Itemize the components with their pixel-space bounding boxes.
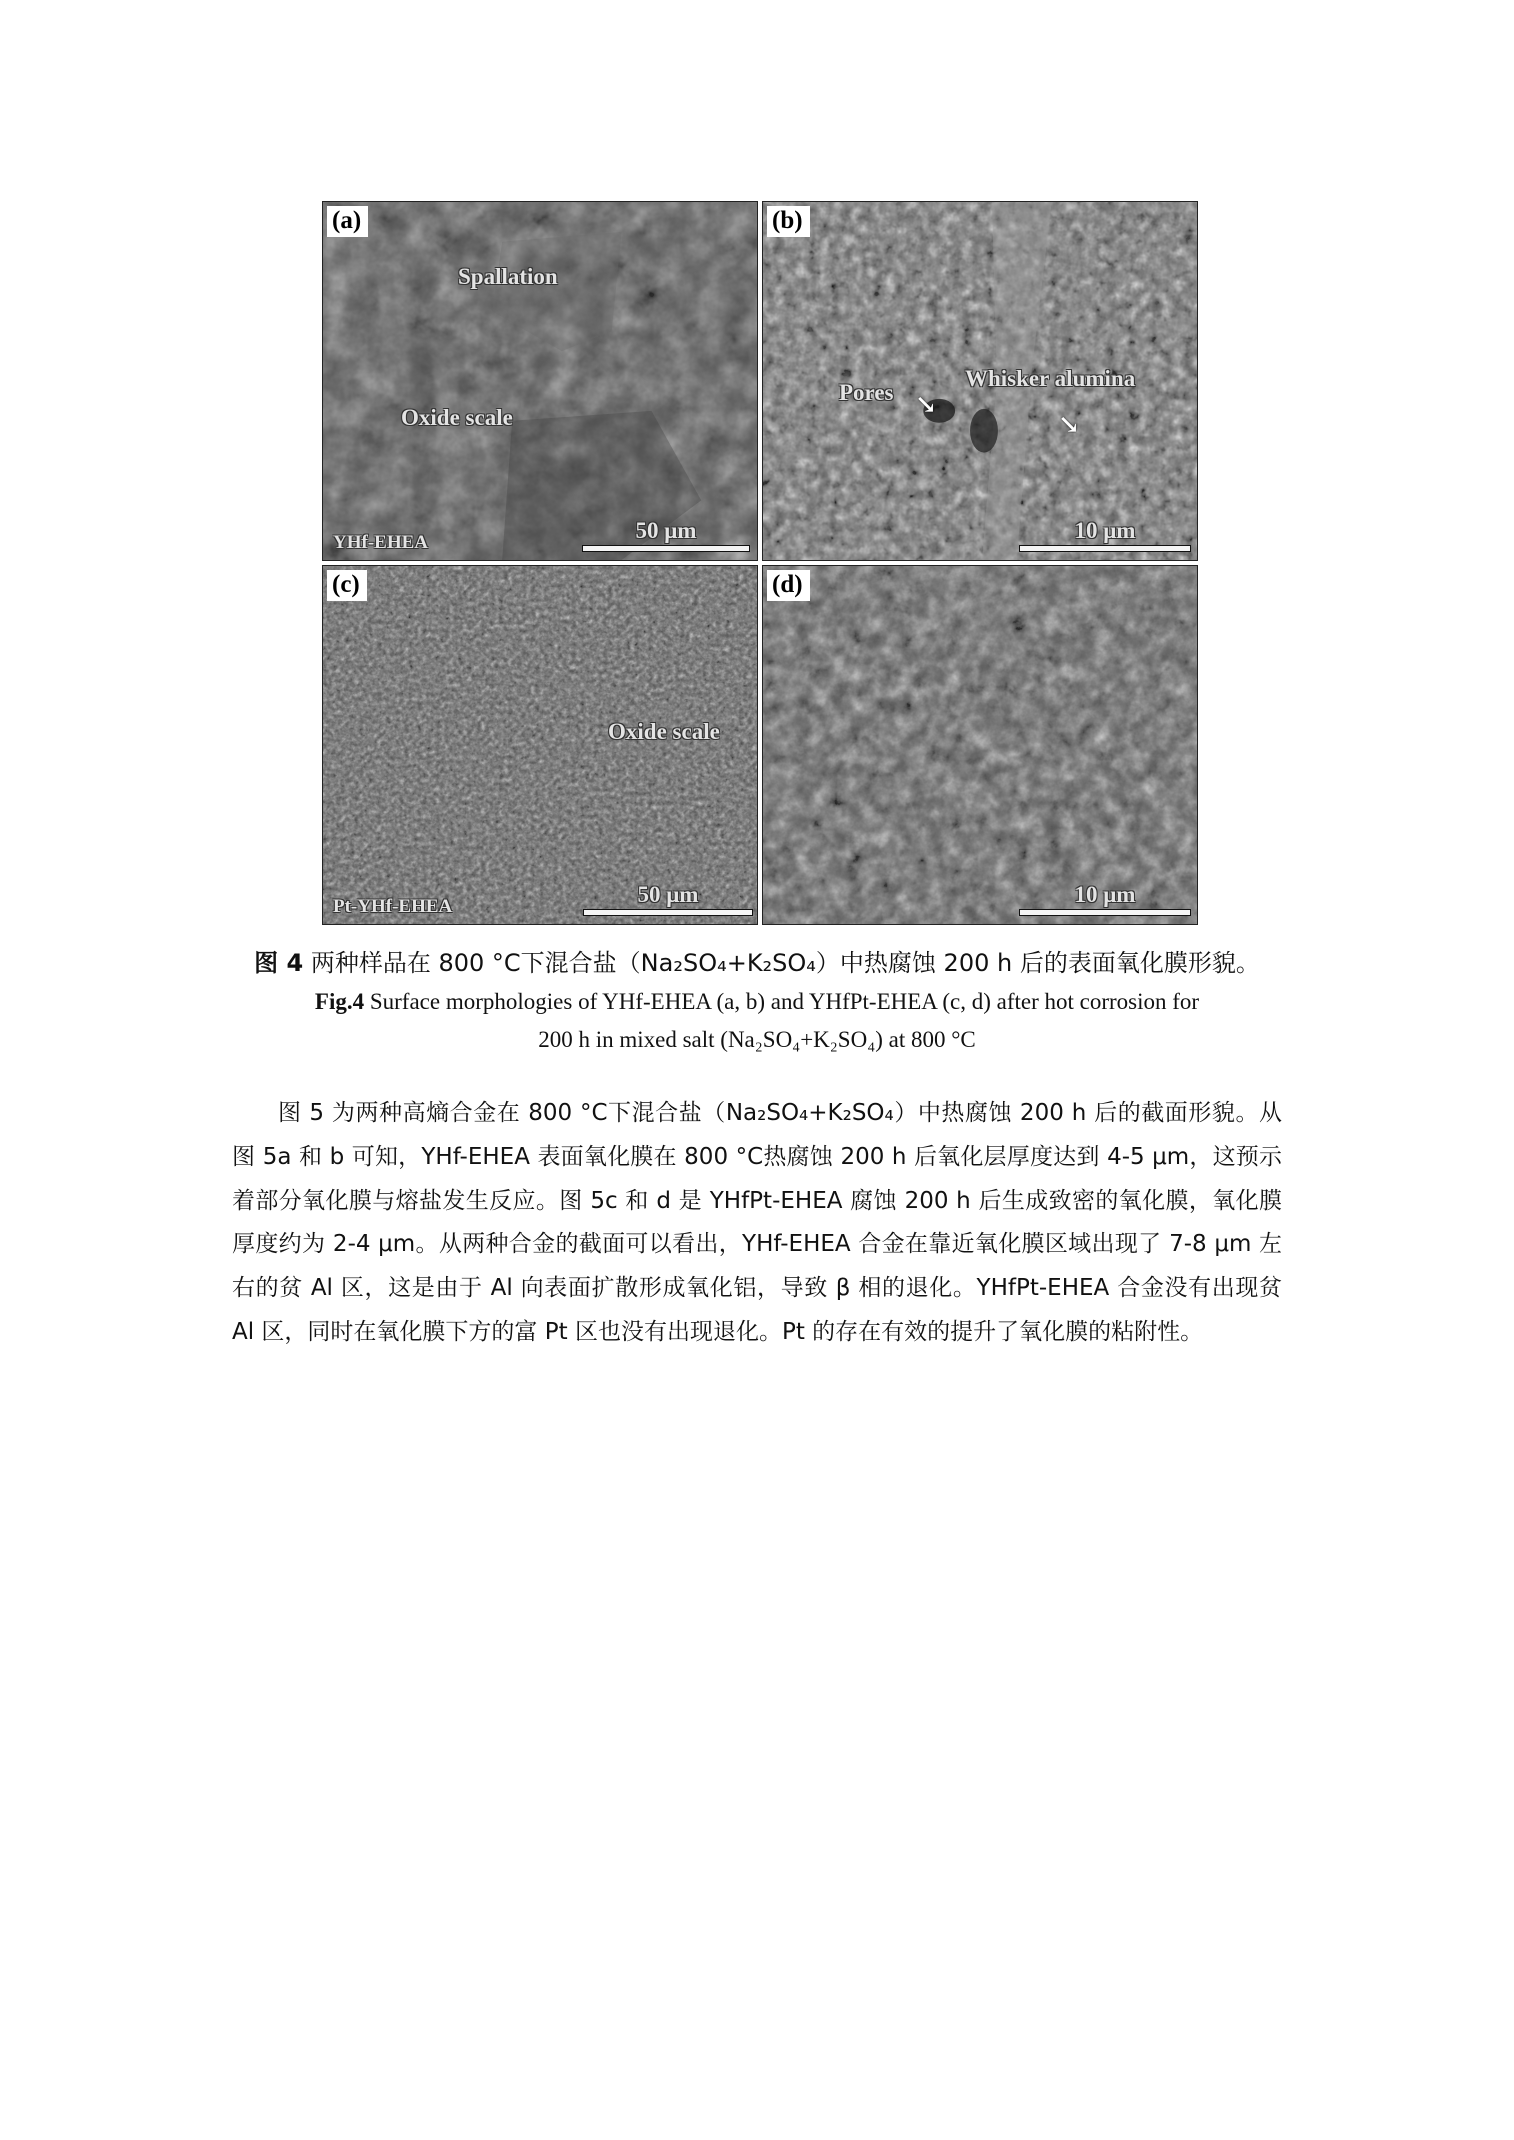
scale-line-d bbox=[1019, 909, 1191, 916]
panel-b-sem-image bbox=[762, 201, 1198, 561]
scale-label-d: 10 μm bbox=[1074, 882, 1136, 907]
figure-caption-english-line2: 200 h in mixed salt (Na₂SO₄+K₂SO₄) at 800 °C bbox=[538, 1027, 976, 1052]
caption-en-label: Fig.4 bbox=[314, 989, 365, 1014]
scale-line-b bbox=[1019, 545, 1191, 552]
whisker-arrow-icon: ↘ bbox=[1058, 410, 1080, 439]
scale-line-c bbox=[583, 909, 753, 916]
caption-en-text-1: Surface morphologies of YHf-EHEA (a, b) and YHfPt-EHEA (c, d) after hot corrosion for bbox=[369, 989, 1200, 1014]
panel-a-sem-image bbox=[322, 201, 758, 561]
sample-label-c: Pt-YHf-EHEA bbox=[333, 896, 453, 917]
scale-bar-a bbox=[582, 514, 750, 554]
body-paragraph: 图 5 为两种高熵合金在 800 °C下混合盐（Na₂SO₄+K₂SO₄）中热腐蚀 200 h 后的截面形貌。从图 5a 和 b 可知，YHf-EHEA 表面氧化膜在 800 °C热腐蚀 200 h 后氧化层厚度达到 4-5 μm，这预示着部分氧化膜与熔盐发生反应。图 5c 和 d 是 YHfPt-EHEA 腐蚀 200 h 后生成致密的氧化膜，氧化膜厚度约为 2-4 μm。从两种合金的截面可以看出，YHf-EHEA 合金在靠近氧化膜区域出现了 7-8 μm 左右的贫 Al 区，这是由于 Al 向表面扩散形成氧化铝，导致 β 相的退化。YHfPt-EHEA 合金没有出现贫 Al 区，同时在氧化膜下方的富 Pt 区也没有出现退化。Pt 的存在有效的提升了氧化膜的粘附性。 bbox=[232, 1100, 1282, 1345]
scale-label-b: 10 μm bbox=[1074, 518, 1136, 543]
scale-label-c: 50 μm bbox=[637, 882, 699, 907]
scale-bar-b bbox=[1019, 514, 1191, 554]
panel-b-letter: (b) bbox=[767, 206, 810, 237]
panel-d-sem-image bbox=[762, 565, 1198, 925]
sample-label-a: YHf-EHEA bbox=[333, 532, 428, 553]
annotation-whisker-alumina: Whisker alumina bbox=[965, 366, 1136, 391]
sem-figure bbox=[322, 201, 1202, 927]
figure-caption-chinese bbox=[0, 943, 1514, 978]
panel-d-letter: (d) bbox=[767, 570, 810, 601]
scale-bar-c bbox=[583, 878, 753, 918]
figure-caption-english-line1 bbox=[0, 989, 1514, 1015]
annotation-pores: Pores bbox=[839, 380, 894, 405]
scale-label-a: 50 μm bbox=[635, 518, 697, 543]
panel-c-letter: (c) bbox=[327, 570, 367, 601]
panel-c-sem-image bbox=[322, 565, 758, 925]
caption-cn-label: 图 4 bbox=[254, 949, 304, 977]
scale-bar-d bbox=[1019, 878, 1191, 918]
pores-arrow-icon: ↘ bbox=[915, 390, 937, 419]
annotation-oxide-scale-c: Oxide scale bbox=[608, 719, 720, 744]
scale-line-a bbox=[582, 545, 750, 552]
panel-a-letter: (a) bbox=[327, 206, 368, 237]
annotation-oxide-scale-a: Oxide scale bbox=[401, 405, 513, 430]
annotation-spallation: Spallation bbox=[458, 264, 558, 289]
caption-cn-text: 两种样品在 800 °C下混合盐（Na₂SO₄+K₂SO₄）中热腐蚀 200 h 后的表面氧化膜形貌。 bbox=[310, 949, 1260, 977]
